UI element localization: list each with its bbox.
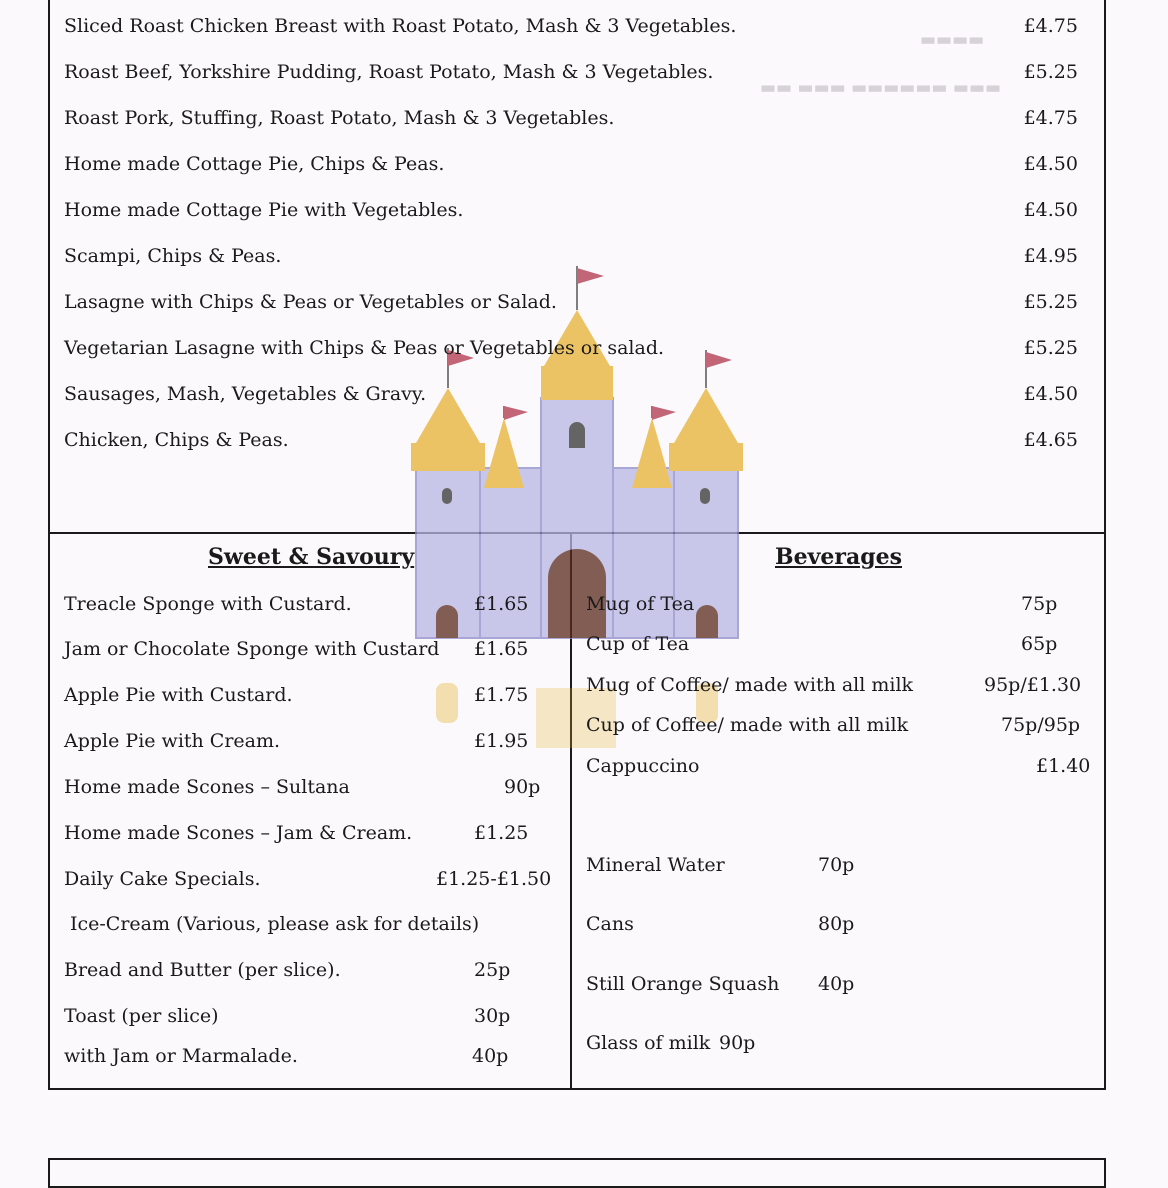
sweet-item-price: 40p bbox=[472, 1045, 509, 1067]
beverages-heading: Beverages bbox=[775, 544, 902, 570]
beverage-item-price: 75p bbox=[1021, 593, 1058, 615]
sweet-item-name: with Jam or Marmalade. bbox=[64, 1045, 298, 1067]
item-name: Chicken, Chips & Peas. bbox=[64, 429, 289, 451]
sweet-item-price: 30p bbox=[474, 1005, 511, 1027]
sweet-item-name: Apple Pie with Custard. bbox=[64, 684, 293, 706]
sweet-item-price: £1.65 bbox=[474, 593, 529, 615]
beverage-item-price: 80p bbox=[818, 913, 855, 935]
list-item bbox=[64, 245, 1094, 275]
list-item bbox=[64, 337, 1094, 367]
sweet-item-price: 25p bbox=[474, 959, 511, 981]
sweet-item-price: £1.75 bbox=[474, 684, 529, 706]
sweet-item-price: £1.25-£1.50 bbox=[436, 868, 552, 890]
item-name: Sausages, Mash, Vegetables & Gravy. bbox=[64, 383, 427, 405]
beverage-item-name: Glass of milk bbox=[586, 1032, 711, 1054]
show-through-mark: ▬▬▬▬ bbox=[920, 30, 985, 50]
beverage-item-name: Cappuccino bbox=[586, 755, 700, 777]
beverage-item-price: 70p bbox=[818, 854, 855, 876]
item-name: Sliced Roast Chicken Breast with Roast Potato, Mash & 3 Vegetables. bbox=[64, 15, 737, 37]
sweet-item-name: Daily Cake Specials. bbox=[64, 868, 261, 890]
item-name: Scampi, Chips & Peas. bbox=[64, 245, 282, 267]
item-price: £5.25 bbox=[1023, 61, 1078, 83]
castle-window bbox=[442, 488, 452, 504]
castle-door bbox=[696, 605, 718, 638]
item-name: Roast Pork, Stuffing, Roast Potato, Mash & 3 Vegetables. bbox=[64, 107, 615, 129]
castle-door bbox=[436, 605, 458, 638]
beverage-item-price: 40p bbox=[818, 973, 855, 995]
sweet-item-name: Toast (per slice) bbox=[64, 1005, 219, 1027]
item-price: £4.50 bbox=[1023, 383, 1078, 405]
beverage-item-price: 65p bbox=[1021, 633, 1058, 655]
footer-section bbox=[48, 1158, 1106, 1188]
item-price: £4.50 bbox=[1023, 153, 1078, 175]
sweet-heading: Sweet & Savoury bbox=[208, 544, 415, 570]
list-item bbox=[64, 383, 1094, 413]
sweet-item-price: £1.65 bbox=[474, 638, 529, 660]
beverage-item-price: 75p/95p bbox=[1001, 714, 1081, 736]
item-price: £5.25 bbox=[1023, 291, 1078, 313]
beverage-item-price: £1.40 bbox=[1036, 755, 1091, 777]
item-name: Home made Cottage Pie, Chips & Peas. bbox=[64, 153, 445, 175]
castle-reflection bbox=[436, 683, 458, 723]
item-name: Home made Cottage Pie with Vegetables. bbox=[64, 199, 464, 221]
item-name: Vegetarian Lasagne with Chips & Peas or Vegetables or salad. bbox=[64, 337, 665, 359]
castle-watermark bbox=[356, 248, 796, 748]
beverage-item-name: Mineral Water bbox=[586, 854, 725, 876]
item-price: £4.95 bbox=[1023, 245, 1078, 267]
list-item bbox=[64, 15, 1094, 45]
item-price: £4.75 bbox=[1023, 107, 1078, 129]
beverage-item-name: Cup of Coffee/ made with all milk bbox=[586, 714, 909, 736]
list-item bbox=[64, 107, 1094, 137]
castle-window bbox=[700, 488, 710, 504]
sweet-item-name: Jam or Chocolate Sponge with Custard bbox=[64, 638, 440, 660]
list-item bbox=[64, 199, 1094, 229]
show-through-mark: ▬▬ ▬▬▬ ▬▬▬▬▬▬ ▬▬▬ bbox=[760, 78, 1002, 98]
item-name: Lasagne with Chips & Peas or Vegetables or Salad. bbox=[64, 291, 557, 313]
beverage-item-name: Mug of Tea bbox=[586, 593, 695, 615]
beverage-item-name: Mug of Coffee/ made with all milk bbox=[586, 674, 914, 696]
beverage-item-name: Still Orange Squash bbox=[586, 973, 780, 995]
item-price: £5.25 bbox=[1023, 337, 1078, 359]
list-item bbox=[64, 153, 1094, 183]
sweet-item-price: £1.25 bbox=[474, 822, 529, 844]
sweet-item-name: Apple Pie with Cream. bbox=[64, 730, 281, 752]
sweet-item-price: £1.95 bbox=[474, 730, 529, 752]
sweet-item-name: Ice-Cream (Various, please ask for details) bbox=[70, 913, 480, 935]
sweet-item-name: Bread and Butter (per slice). bbox=[64, 959, 341, 981]
item-price: £4.50 bbox=[1023, 199, 1078, 221]
sweet-item-name: Home made Scones – Jam & Cream. bbox=[64, 822, 413, 844]
beverage-item-name: Cans bbox=[586, 913, 634, 935]
item-price: £4.75 bbox=[1023, 15, 1078, 37]
beverage-item-price: 90p bbox=[719, 1032, 756, 1054]
item-price: £4.65 bbox=[1023, 429, 1078, 451]
list-item bbox=[64, 429, 1094, 459]
sweet-item-price: 90p bbox=[504, 776, 541, 798]
beverage-item-name: Cup of Tea bbox=[586, 633, 690, 655]
sweet-item-name: Treacle Sponge with Custard. bbox=[64, 593, 352, 615]
item-name: Roast Beef, Yorkshire Pudding, Roast Potato, Mash & 3 Vegetables. bbox=[64, 61, 714, 83]
sweet-item-name: Home made Scones – Sultana bbox=[64, 776, 350, 798]
beverage-item-price: 95p/£1.30 bbox=[984, 674, 1082, 696]
list-item bbox=[64, 61, 1094, 91]
list-item bbox=[64, 291, 1094, 321]
